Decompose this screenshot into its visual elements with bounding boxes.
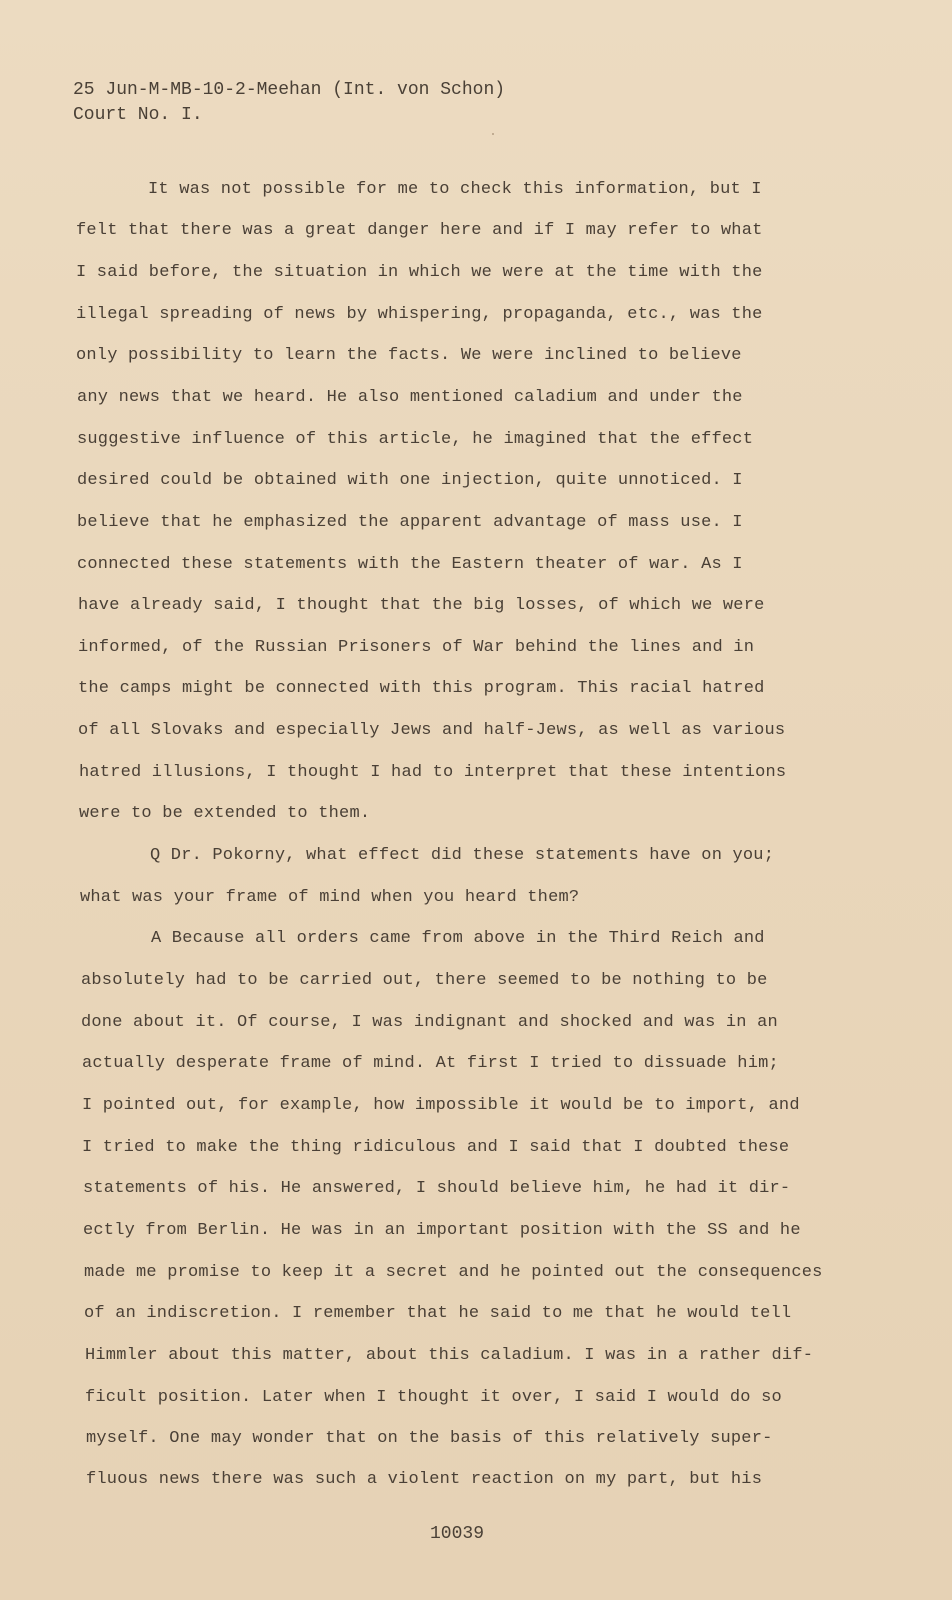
body-line: any news that we heard. He also mentioned caladium and under the (77, 388, 743, 407)
body-line: were to be extended to them. (79, 804, 371, 823)
header-case-line: 25 Jun-M-MB-10-2-Meehan (Int. von Schon) (73, 80, 506, 100)
body-line: Himmler about this matter, about this caladium. I was in a rather dif- (85, 1346, 814, 1365)
document-header (73, 78, 505, 128)
page-number: 10039 (430, 1524, 485, 1544)
body-line: It was not possible for me to check this information, but I (148, 180, 762, 199)
body-line: made me promise to keep it a secret and he pointed out the consequences (84, 1263, 823, 1282)
body-line: illegal spreading of news by whispering, propaganda, etc., was the (76, 305, 763, 324)
body-line: actually desperate frame of mind. At first I tried to dissuade him; (82, 1054, 779, 1073)
body-line: suggestive influence of this article, he imagined that the effect (77, 430, 754, 449)
body-line: only possibility to learn the facts. We were inclined to believe (76, 346, 742, 365)
body-line: done about it. Of course, I was indignant and shocked and was in an (81, 1013, 778, 1032)
answer-line: A Because all orders came from above in the Third Reich and (151, 929, 765, 948)
body-line: felt that there was a great danger here and if I may refer to what (76, 221, 763, 240)
body-line: myself. One may wonder that on the basis of this relatively super- (86, 1429, 773, 1448)
body-line: what was your frame of mind when you heard them? (80, 888, 580, 907)
body-line: hatred illusions, I thought I had to interpret that these intentions (79, 763, 787, 782)
body-line: believe that he emphasized the apparent advantage of mass use. I (77, 513, 743, 532)
body-line: have already said, I thought that the big losses, of which we were (78, 596, 765, 615)
body-line: desired could be obtained with one injection, quite unnoticed. I (77, 471, 743, 490)
body-line: the camps might be connected with this program. This racial hatred (78, 679, 765, 698)
body-line: I tried to make the thing ridiculous and I said that I doubted these (82, 1138, 790, 1157)
body-line: ectly from Berlin. He was in an important position with the SS and he (83, 1221, 801, 1240)
paper-speck (492, 133, 494, 135)
body-line: statements of his. He answered, I should believe him, he had it dir- (83, 1179, 791, 1198)
body-line: fluous news there was such a violent reaction on my part, but his (86, 1470, 763, 1489)
body-line: absolutely had to be carried out, there seemed to be nothing to be (81, 971, 768, 990)
body-line: ficult position. Later when I thought it over, I said I would do so (85, 1388, 782, 1407)
body-line: of all Slovaks and especially Jews and half-Jews, as well as various (78, 721, 786, 740)
question-line: Q Dr. Pokorny, what effect did these statements have on you; (150, 846, 775, 865)
header-court-line: Court No. I. (73, 105, 203, 125)
body-line: I said before, the situation in which we were at the time with the (76, 263, 763, 282)
body-line: I pointed out, for example, how impossible it would be to import, and (82, 1096, 800, 1115)
body-line: of an indiscretion. I remember that he said to me that he would tell (84, 1304, 792, 1323)
body-line: connected these statements with the Eastern theater of war. As I (77, 555, 743, 574)
body-line: informed, of the Russian Prisoners of War behind the lines and in (78, 638, 755, 657)
